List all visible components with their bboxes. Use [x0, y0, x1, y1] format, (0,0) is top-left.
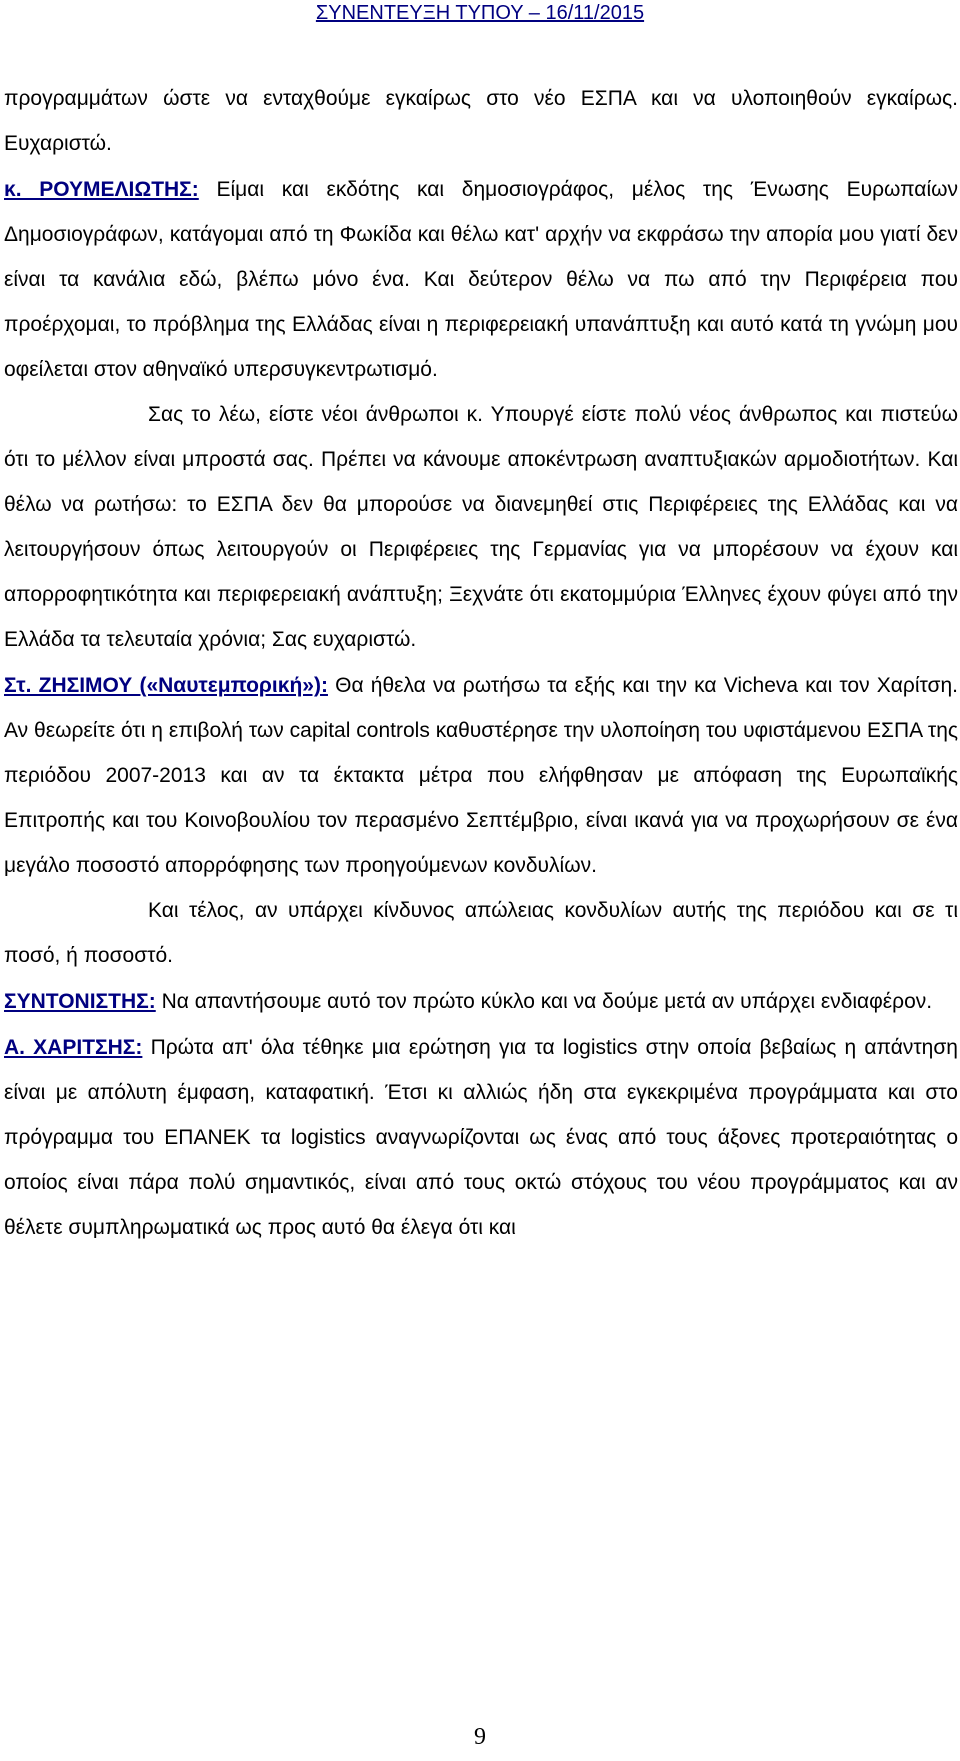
paragraph-text: προγραμμάτων ώστε να ενταχθούμε εγκαίρως στο νέο ΕΣΠΑ και να υλοποιηθούν εγκαίρως. Ευχαριστώ.: [4, 87, 958, 155]
paragraph-2: [4, 167, 958, 392]
paragraph-text: Σας το λέω, είστε νέοι άνθρωποι κ. Υπουργέ είστε πολύ νέος άνθρωπος και πιστεύω ότι το μέλλον είναι μπροστά σας. Πρέπει να κάνουμε αποκέντρωση αναπτυξιακών αρμοδιοτήτων. Και θέλω να ρωτήσω: το ΕΣΠΑ δεν θα μπορούσε να διανεμηθεί στις Περιφέρειες της Ελλάδας και να λειτουργήσουν όπως λειτουργούν οι Περιφέρειες της Γερμανίας για να μπορέσουν να έχουν και απορροφητικότητα και περιφερειακή ανάπτυξη; Ξεχνάτε ότι εκατομμύρια Έλληνες έχουν φύγει από την Ελλάδα τα τελευταία χρόνια; Σας ευχαριστώ.: [4, 403, 958, 651]
speaker-name: ΣΥΝΤΟΝΙΣΤΗΣ:: [4, 990, 156, 1013]
paragraph-text: Είμαι και εκδότης και δημοσιογράφος, μέλος της Ένωσης Ευρωπαίων Δημοσιογράφων, κατάγομαι από τη Φωκίδα και θέλω κατ' αρχήν να εκφράσω την απορία μου γιατί δεν είναι τα κανάλια εδώ, βλέπω μόνο ένα. Και δεύτερον θέλω να πω από την Περιφέρεια που προέρχομαι, το πρόβλημα της Ελλάδας είναι η περιφερειακή υπανάπτυξη και αυτό κατά τη γνώμη μου οφείλεται στον αθηναϊκό υπερσυγκεντρωτισμό.: [4, 178, 959, 381]
page-header: ΣΥΝΕΝΤΕΥΞΗ ΤΥΠΟΥ – 16/11/2015: [315, 2, 645, 24]
page-number: 9: [474, 1724, 486, 1750]
speaker-name: Α. ΧΑΡΙΤΣΗΣ:: [4, 1036, 143, 1059]
paragraph-5: [4, 888, 958, 978]
paragraph-text: Να απαντήσουμε αυτό τον πρώτο κύκλο και να δούμε μετά αν υπάρχει ενδιαφέρον.: [155, 990, 933, 1013]
speaker-name: Στ. ΖΗΣΙΜΟΥ («Ναυτεμπορική»):: [4, 674, 328, 697]
paragraph-text: Πρώτα απ' όλα τέθηκε μια ερώτηση για τα logistics στην οποία βεβαίως η απάντηση είναι με απόλυτη έμφαση, καταφατική. Έτσι κι αλλιώς ήδη στα εγκεκριμένα προγράμματα και στο πρόγραμμα του ΕΠΑΝΕΚ τα logistics αναγνωρίζονται ως ένας από τους άξονες προτεραιότητας ο οποίος είναι πάρα πολύ σημαντικός, είναι από τους οκτώ στόχους του νέου προγράμματος και αν θέλετε συμπληρωματικά ως προς αυτό θα έλεγα ότι και: [4, 1036, 958, 1239]
paragraph-4: [4, 663, 958, 888]
paragraph-7: [4, 1025, 958, 1250]
paragraph-3: [4, 392, 958, 662]
paragraph-6: [4, 979, 958, 1024]
speaker-name: κ. ΡΟΥΜΕΛΙΩΤΗΣ:: [4, 178, 199, 201]
paragraph-text: Και τέλος, αν υπάρχει κίνδυνος απώλειας κονδυλίων αυτής της περιόδου και σε τι ποσό, ή ποσοστό.: [4, 899, 958, 967]
paragraph-text: Θα ήθελα να ρωτήσω τα εξής και την κα Vicheva και τον Χαρίτση. Αν θεωρείτε ότι η επιβολή των capital controls καθυστέρησε την υλοποίηση του υφιστάμενου ΕΣΠΑ της περιόδου 2007-2013 και αν τα έκτακτα μέτρα που ελήφθησαν με απόφαση της Ευρωπαϊκής Επιτροπής και του Κοινοβουλίου τον περασμένο Σεπτέμβριο, είναι ικανά για να προχωρήσουν σε ένα μεγάλο ποσοστό απορρόφησης των προηγούμενων κονδυλίων.: [4, 674, 958, 877]
document-body: [4, 76, 958, 1250]
paragraph-1: [4, 76, 958, 166]
